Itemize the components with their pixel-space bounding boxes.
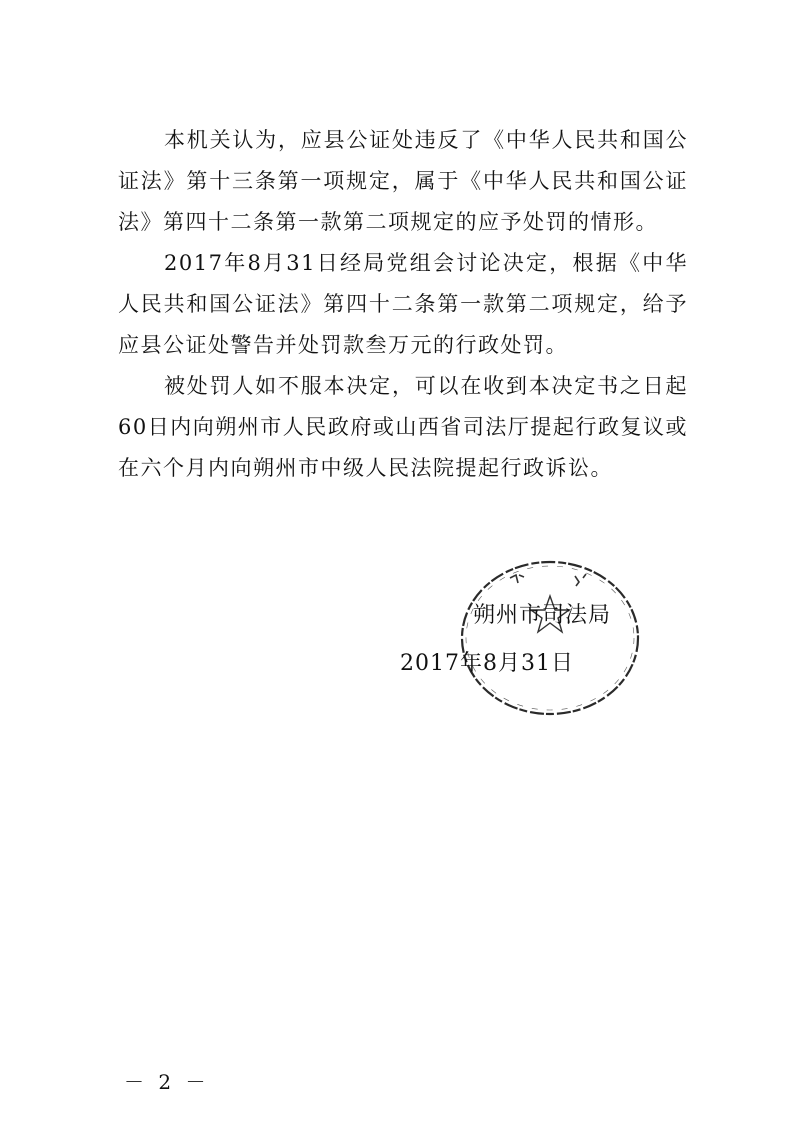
issuing-organization: 朔州市司法局	[473, 603, 612, 628]
paragraph-decision: 2017年8月31日经局党组会讨论决定，根据《中华人民共和国公证法》第四十二条第一款第二项规定，给予应县公证处警告并处罚款叁万元的行政处罚。	[118, 251, 688, 357]
official-seal-stamp	[455, 558, 645, 718]
page-number: － 2 －	[124, 1070, 210, 1094]
paragraph-appeal-rights: 被处罚人如不服本决定，可以在收到本决定书之日起60日内向朔州市人民政府或山西省司法厅提起行政复议或在六个月内向朔州市中级人民法院提起行政诉讼。	[118, 374, 688, 480]
paragraph-violation-finding: 本机关认为，应县公证处违反了《中华人民共和国公证法》第十三条第一项规定，属于《中华人民共和国公证法》第四十二条第一款第二项规定的应予处罚的情形。	[118, 128, 688, 234]
signature-date: 2017年8月31日	[400, 651, 574, 676]
signature-block	[400, 558, 685, 718]
